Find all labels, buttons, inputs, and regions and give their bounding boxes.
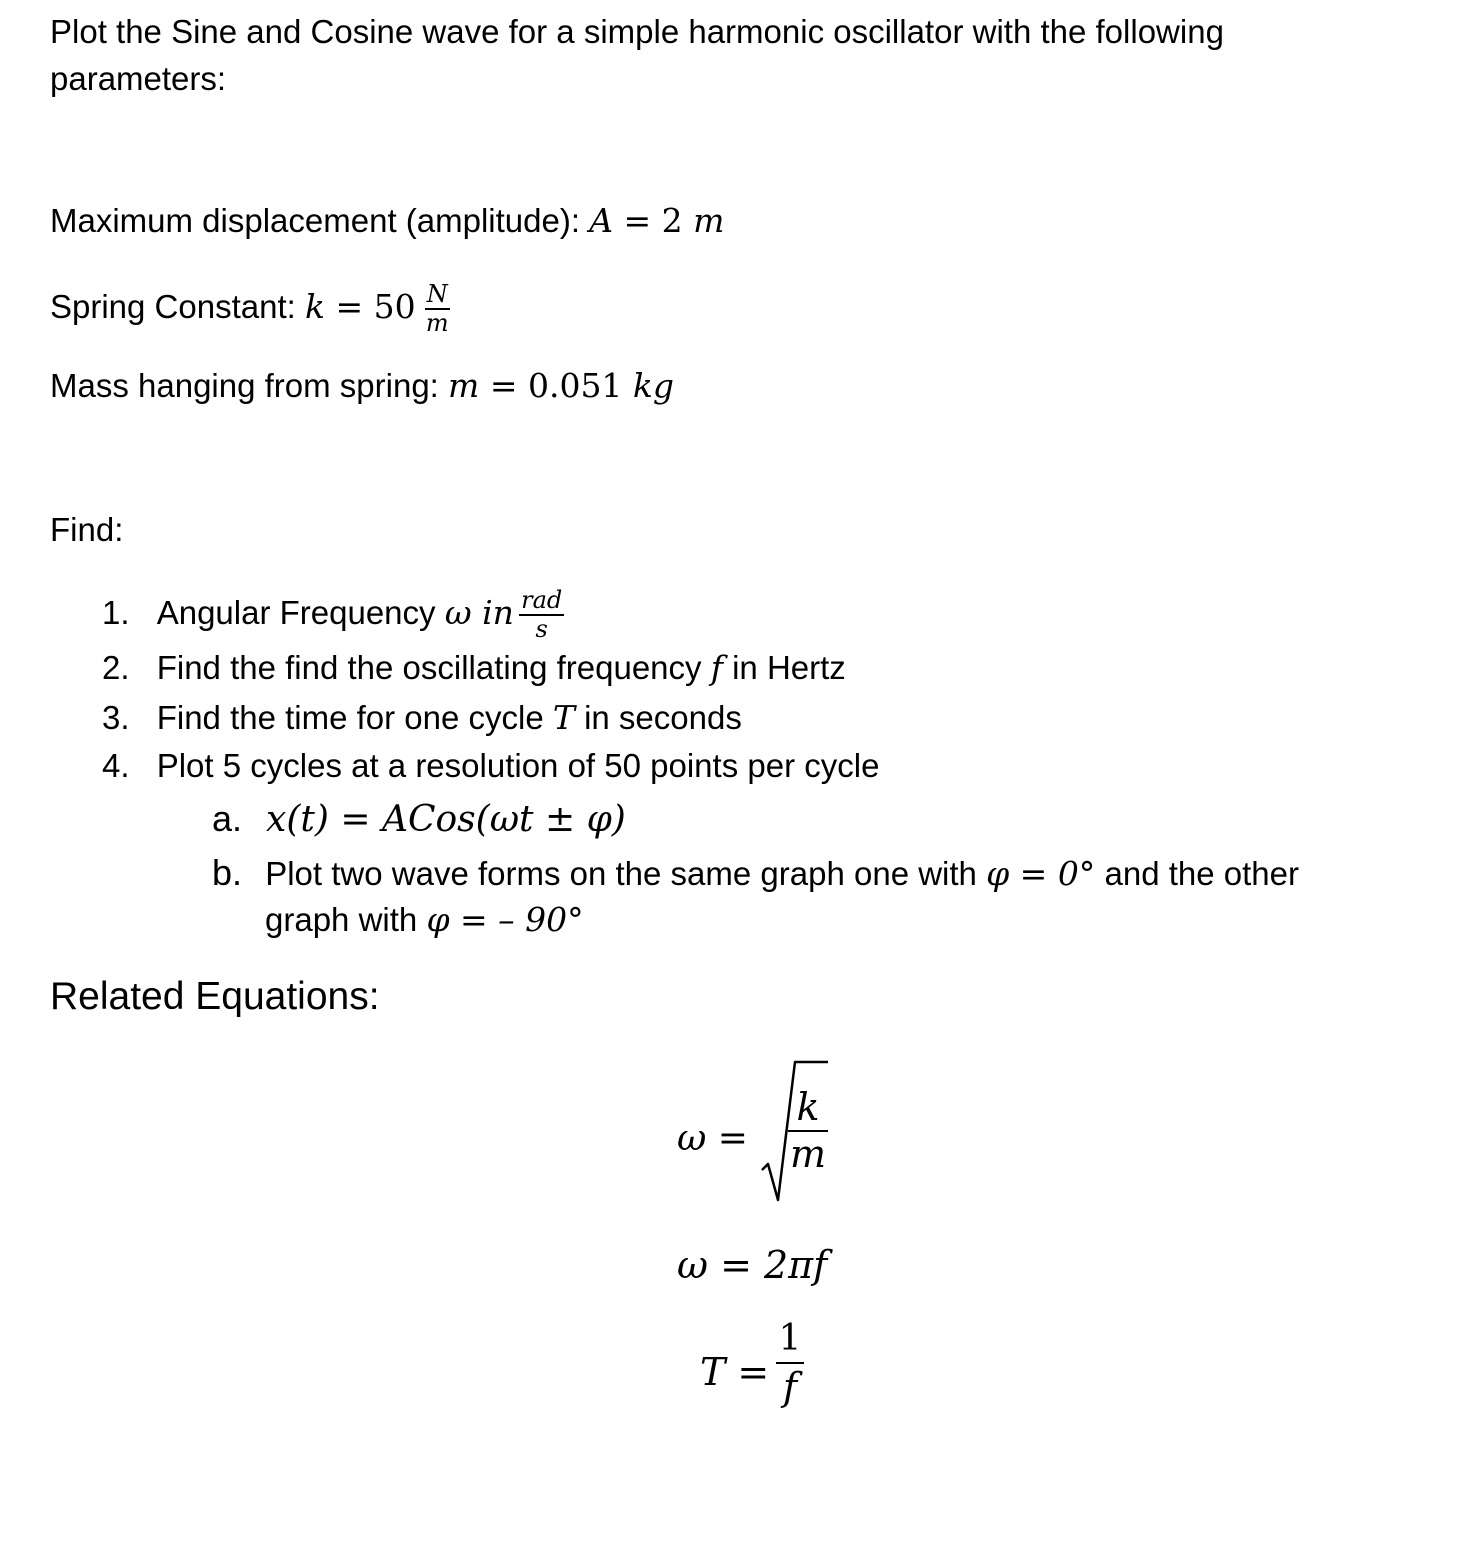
eq3-fraction: [772, 1318, 808, 1410]
find-item-3: [102, 698, 742, 737]
amplitude-line: [50, 197, 724, 244]
spring-unit-fraction: [425, 282, 450, 336]
intro-line-2: parameters:: [50, 60, 227, 97]
mass-label: Mass hanging from spring:: [50, 367, 439, 404]
amplitude-unit: m: [693, 201, 725, 240]
spring-label: Spring Constant:: [50, 288, 296, 325]
find-sub-b-line2: [265, 900, 584, 939]
find-item-2-pre: Find the find the oscillating frequency: [156, 649, 702, 686]
amplitude-var: A: [589, 201, 614, 240]
eq3-lhs: T =: [700, 1350, 770, 1394]
eq3-den: f: [782, 1365, 798, 1409]
find-sub-a-math: x(t) = ACos(ωt ± φ): [266, 799, 626, 840]
find-item-3-pre: Find the time for one cycle: [156, 699, 544, 736]
spring-eq: = 50: [324, 287, 416, 326]
find-sub-b-math2: φ = – 90°: [426, 900, 584, 939]
find-sub-b-line2-pre: graph with: [265, 901, 418, 938]
eq1-num: k: [796, 1085, 820, 1129]
find-sub-a: [212, 798, 626, 840]
find-sub-b: [212, 852, 1299, 894]
spring-unit-num: N: [426, 280, 448, 309]
find-item-1-math: ω in: [444, 593, 514, 632]
find-sub-b-math1: φ = 0°: [986, 854, 1096, 893]
find-item-2-math: f: [710, 648, 723, 687]
find-item-3-math: T: [552, 698, 575, 737]
eq3-num: 1: [778, 1318, 802, 1359]
related-heading: Related Equations:: [50, 975, 380, 1018]
eq1-den: m: [789, 1132, 827, 1176]
find-item-1-unit-fraction: [519, 588, 564, 642]
find-item-1: [102, 583, 564, 643]
find-sub-b-letter: b.: [212, 852, 243, 893]
find-item-2: [102, 648, 846, 687]
eq1-lhs: ω =: [677, 1118, 748, 1159]
spring-line: [50, 277, 450, 337]
mass-var: m: [448, 366, 480, 405]
find-item-4: [102, 747, 879, 785]
find-item-1-unit-den: s: [535, 614, 548, 643]
amplitude-label: Maximum displacement (amplitude):: [50, 202, 581, 239]
find-item-3-post: in seconds: [584, 699, 742, 736]
find-sub-b-pre: Plot two wave forms on the same graph one with: [265, 855, 977, 892]
mass-unit: kg: [632, 366, 675, 405]
amplitude-eq: = 2: [613, 201, 694, 240]
find-item-3-num: 3.: [102, 699, 130, 736]
find-item-1-num: 1.: [102, 594, 130, 631]
eq1-fraction: [786, 1086, 830, 1176]
find-item-4-num: 4.: [102, 747, 130, 784]
find-item-2-num: 2.: [102, 649, 130, 686]
find-item-1-text: Angular Frequency: [156, 594, 436, 631]
spring-var: k: [304, 287, 325, 326]
eq2: ω = 2πf: [677, 1243, 828, 1287]
find-heading: Find:: [50, 511, 124, 548]
intro-line-1: Plot the Sine and Cosine wave for a simple harmonic oscillator with the following: [50, 13, 1224, 50]
find-sub-a-letter: a.: [212, 798, 243, 839]
spring-unit-den: m: [425, 308, 449, 337]
mass-eq: = 0.051: [479, 366, 633, 405]
find-item-1-unit-num: rad: [521, 586, 563, 615]
find-item-2-post: in Hertz: [732, 649, 846, 686]
mass-line: [50, 362, 674, 409]
find-item-4-text: Plot 5 cycles at a resolution of 50 points per cycle: [156, 747, 880, 784]
find-sub-b-mid: and the other: [1104, 855, 1299, 892]
